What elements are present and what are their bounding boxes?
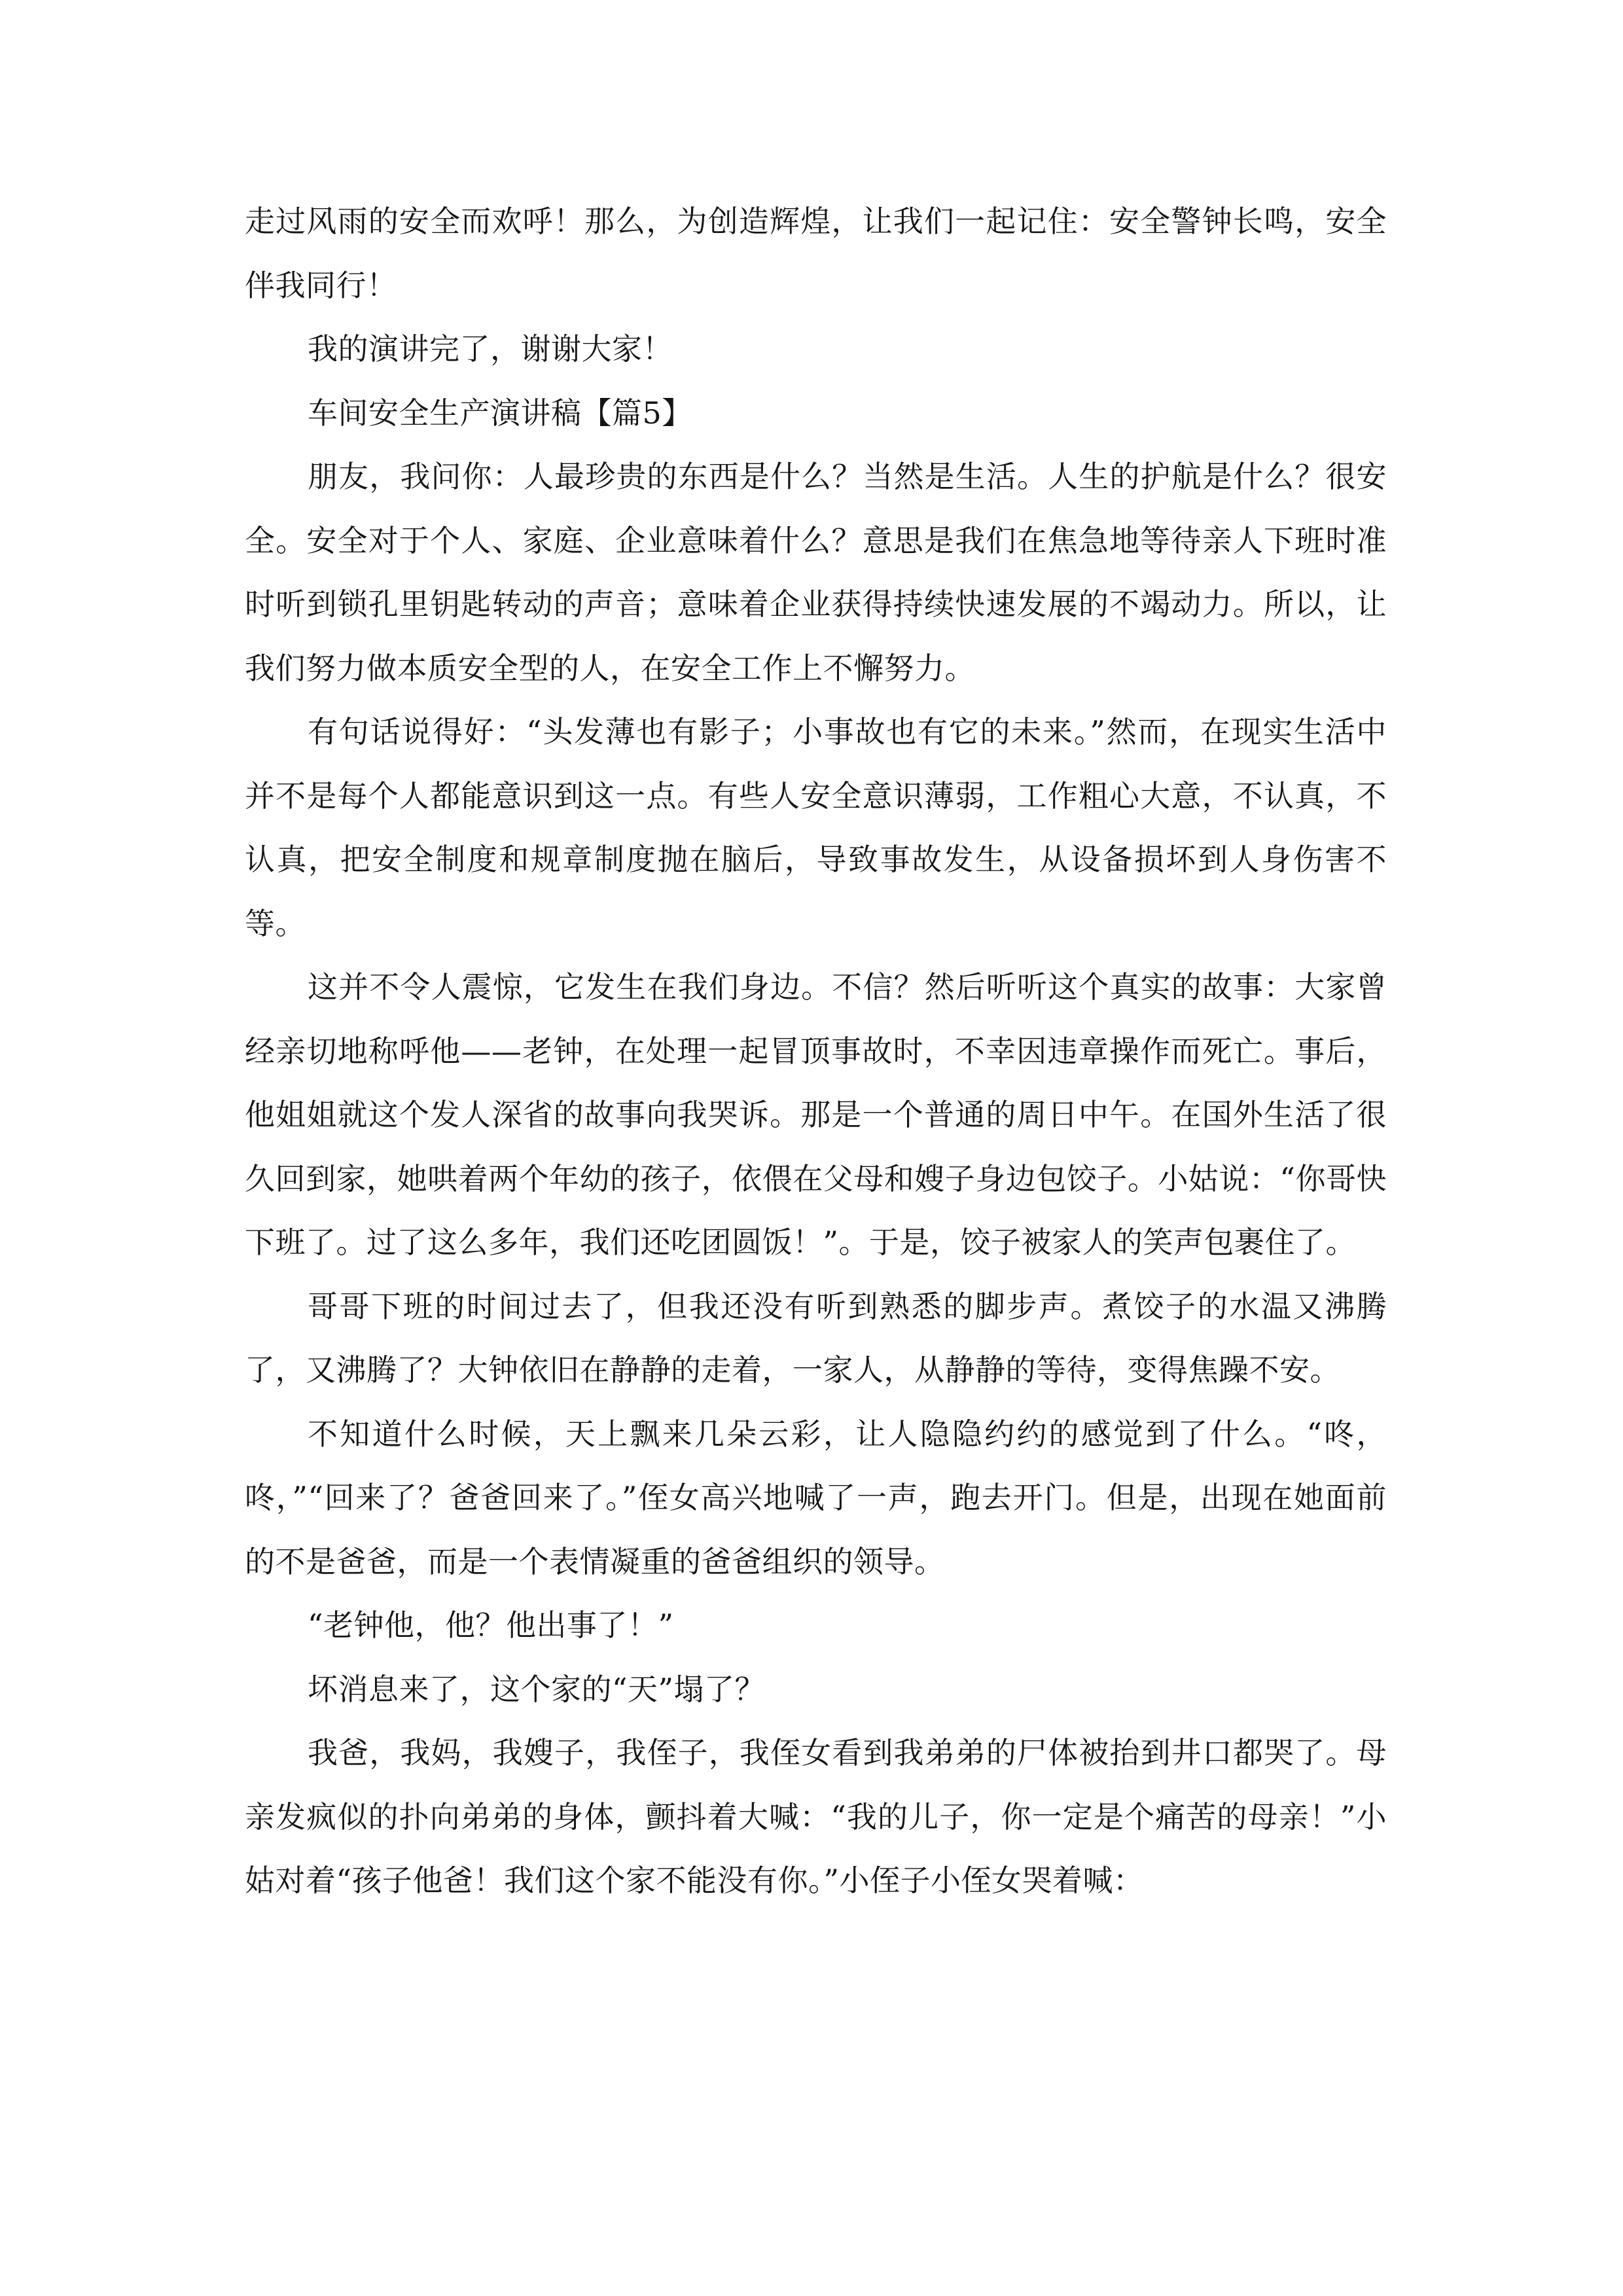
paragraph-5: 这并不令人震惊，它发生在我们身边。不信？然后听听这个真实的故事：大家曾经亲切地称呼他——老钟，在处理一起冒顶事故时，不幸因违章操作而死亡。事后，他姐姐就这个发人深省的故事向我哭诉。那是一个普通的周日中午。在国外生活了很久回到家，她哄着两个年幼的孩子，依偎在父母和嫂子身边包饺子。小姑说：“你哥快下班了。过了这么多年，我们还吃团圆饭！”。于是，饺子被家人的笑声包裹住了。 bbox=[245, 969, 1387, 1260]
paragraph-7: 不知道什么时候，天上飘来几朵云彩，让人隐隐约约的感觉到了什么。“咚，咚，”“回来了？爸爸回来了。”侄女高兴地喊了一声，跑去开门。但是，出现在她面前的不是爸爸，而是一个表情凝重的爸爸组织的领导。 bbox=[245, 1416, 1387, 1579]
paragraph-4: 有句话说得好：“头发薄也有影子；小事故也有它的未来。”然而，在现实生活中并不是每个人都能意识到这一点。有些人安全意识薄弱，工作粗心大意，不认真，不认真，把安全制度和规章制度抛在脑后，导致事故发生，从设备损坏到人身伤害不等。 bbox=[245, 714, 1387, 941]
paragraph-2: 我的演讲完了，谢谢大家！ bbox=[308, 331, 673, 367]
paragraph-10: 我爸，我妈，我嫂子，我侄子，我侄女看到我弟弟的尸体被抬到井口都哭了。母亲发疯似的扑向弟弟的身体，颤抖着大喊：“我的儿子，你一定是个痛苦的母亲！”小姑对着“孩子他爸！我们这个家不能没有你。”小侄子小侄女哭着喊： bbox=[245, 1735, 1387, 1898]
paragraph-1: 走过风雨的安全而欢呼！那么，为创造辉煌，让我们一起记住：安全警钟长鸣，安全伴我同行！ bbox=[245, 204, 1387, 303]
paragraph-9: 坏消息来了，这个家的“天”塌了？ bbox=[308, 1671, 766, 1707]
paragraph-3: 朋友，我问你：人最珍贵的东西是什么？当然是生活。人生的护航是什么？很安全。安全对于个人、家庭、企业意味着什么？意思是我们在焦急地等待亲人下班时准时听到锁孔里钥匙转动的声音；意味着企业获得持续快速发展的不竭动力。所以，让我们努力做本质安全型的人，在安全工作上不懈努力。 bbox=[245, 459, 1387, 686]
paragraph-6: 哥哥下班的时间过去了，但我还没有听到熟悉的脚步声。煮饺子的水温又沸腾了，又沸腾了？大钟依旧在静静的走着，一家人，从静静的等待，变得焦躁不安。 bbox=[245, 1288, 1387, 1388]
paragraph-8: “老钟他，他？他出事了！” bbox=[308, 1607, 674, 1643]
document-body bbox=[245, 190, 1387, 1913]
section-heading: 车间安全生产演讲稿【篇5】 bbox=[308, 395, 692, 431]
